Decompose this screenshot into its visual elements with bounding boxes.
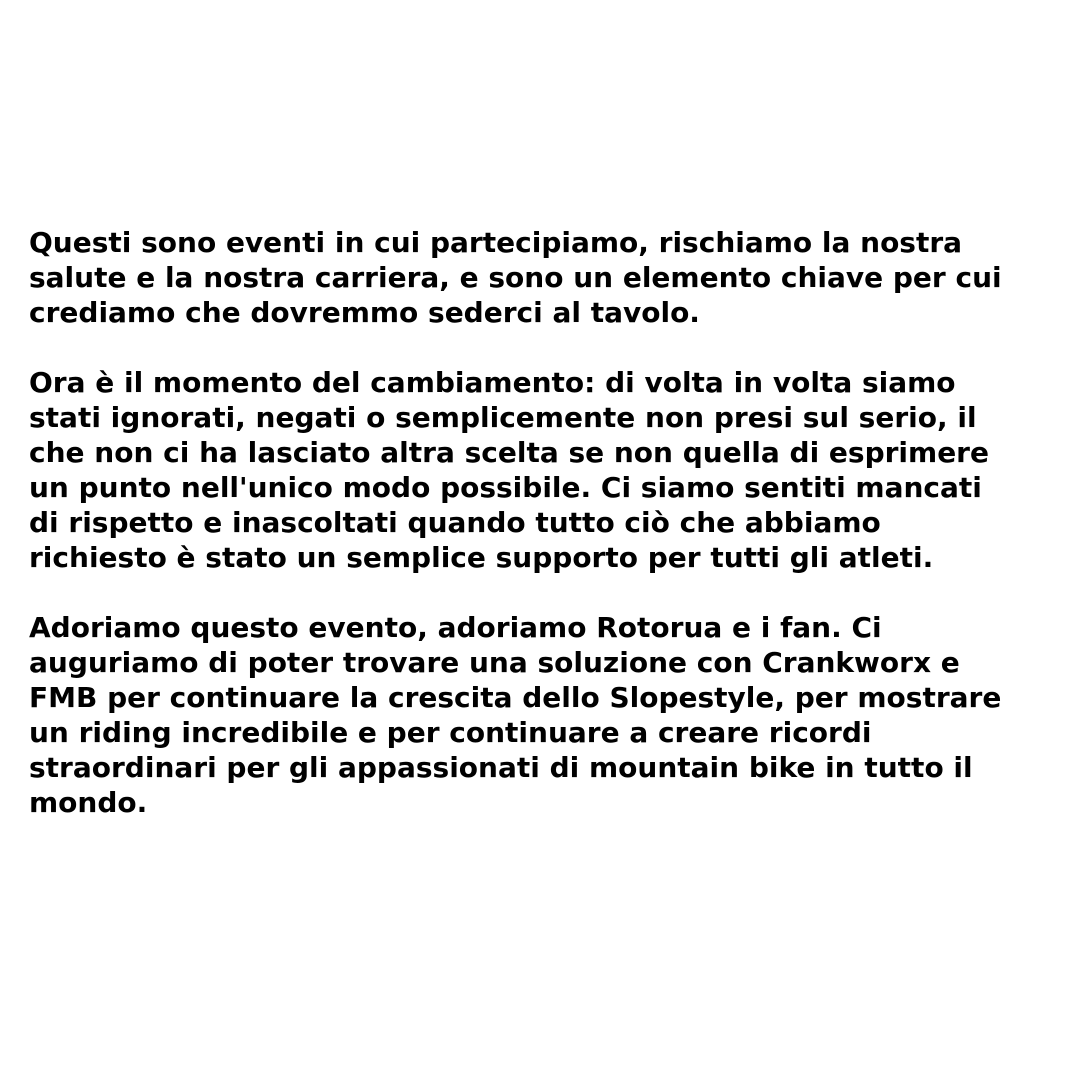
paragraph-line: Ora è il momento del cambiamento: di volta in volta siamo (29, 366, 956, 399)
paragraph-2 (29, 365, 1059, 575)
paragraph-line: che non ci ha lasciato altra scelta se non quella di esprimere (29, 436, 989, 469)
paragraph-line: richiesto è stato un semplice supporto per tutti gli atleti. (29, 541, 934, 574)
paragraph-line: un riding incredibile e per continuare a creare ricordi (29, 716, 872, 749)
paragraph-line: salute e la nostra carriera, e sono un elemento chiave per cui (29, 261, 1002, 294)
paragraph-3 (29, 610, 1059, 820)
paragraph-line: Adoriamo questo evento, adoriamo Rotorua e i fan. Ci (29, 611, 882, 644)
paragraph-line: auguriamo di poter trovare una soluzione con Crankworx e (29, 646, 960, 679)
statement-text (29, 225, 1059, 855)
paragraph-line: straordinari per gli appassionati di mountain bike in tutto il (29, 751, 973, 784)
paragraph-1 (29, 225, 1059, 330)
paragraph-line: Questi sono eventi in cui partecipiamo, rischiamo la nostra (29, 226, 963, 259)
paragraph-line: un punto nell'unico modo possibile. Ci siamo sentiti mancati (29, 471, 982, 504)
paragraph-line: di rispetto e inascoltati quando tutto ciò che abbiamo (29, 506, 881, 539)
paragraph-line: crediamo che dovremmo sederci al tavolo. (29, 296, 700, 329)
paragraph-line: stati ignorati, negati o semplicemente non presi sul serio, il (29, 401, 977, 434)
paragraph-line: mondo. (29, 786, 148, 819)
paragraph-line: FMB per continuare la crescita dello Slopestyle, per mostrare (29, 681, 1002, 714)
